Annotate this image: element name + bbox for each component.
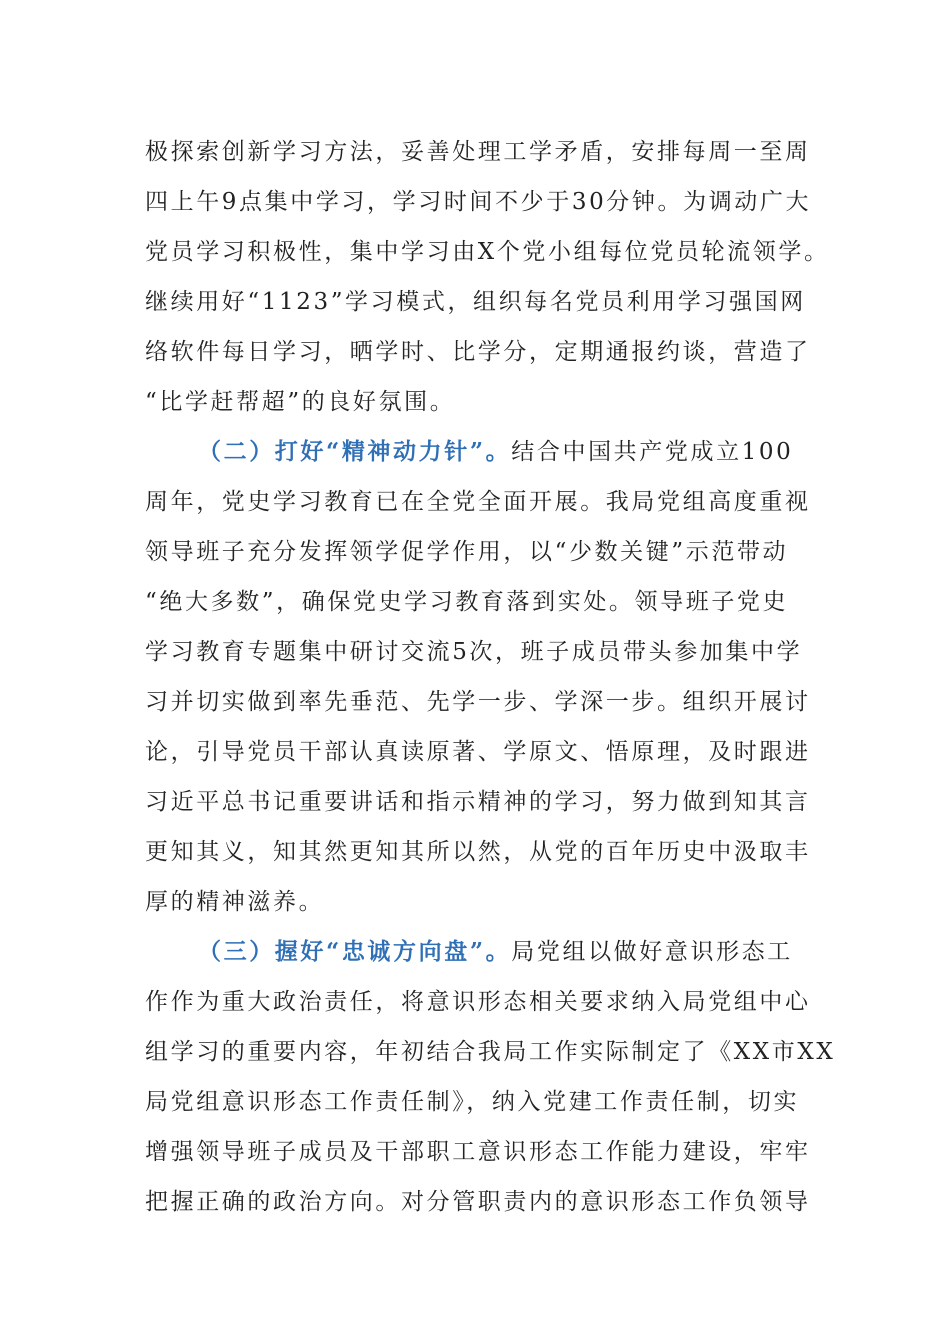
paragraph2-line-7: 习近平总书记重要讲话和指示精神的学习，努力做到知其言 [145, 789, 811, 815]
paragraph1-line-3: 党员学习积极性，集中学习由X个党小组每位党员轮流领学。 [145, 239, 830, 265]
paragraph2-line-1: 周年，党史学习教育已在全党全面开展。我局党组高度重视 [145, 489, 811, 515]
section-heading-2: （二）打好“精神动力针”。 [198, 438, 512, 465]
paragraph1-line-2: 四上午9点集中学习，学习时间不少于30分钟。为调动广大 [145, 189, 812, 215]
paragraph2-first-line-rest: 结合中国共产党成立100 [511, 439, 794, 465]
paragraph3-line-4: 增强领导班子成员及干部职工意识形态工作能力建设，牢牢 [145, 1139, 811, 1165]
paragraph3-line-2: 组学习的重要内容，年初结合我局工作实际制定了《XX市XX [145, 1039, 836, 1065]
paragraph3-line-3: 局党组意识形态工作责任制》，纳入党建工作责任制，切实 [145, 1089, 800, 1115]
paragraph1-line-1: 极探索创新学习方法，妥善处理工学矛盾，安排每周一至周 [145, 139, 811, 165]
paragraph2-line-8: 更知其义，知其然更知其所以然，从党的百年历史中汲取丰 [145, 839, 811, 865]
paragraph1-line-4: 继续用好“1123”学习模式，组织每名党员利用学习强国网 [145, 289, 806, 315]
paragraph3-line-5: 把握正确的政治方向。对分管职责内的意识形态工作负领导 [145, 1189, 811, 1215]
paragraph2-line-6: 论，引导党员干部认真读原著、学原文、悟原理，及时跟进 [145, 739, 811, 765]
paragraph2-line-9: 厚的精神滋养。 [145, 889, 325, 915]
paragraph2-line-5: 习并切实做到率先垂范、先学一步、学深一步。组织开展讨 [145, 689, 811, 715]
paragraph2-line-3: “绝大多数”，确保党史学习教育落到实处。领导班子党史 [145, 589, 789, 615]
paragraph2-first-line [198, 437, 793, 467]
paragraph3-first-line [198, 937, 793, 967]
paragraph2-line-4: 学习教育专题集中研讨交流5次，班子成员带头参加集中学 [145, 639, 803, 665]
paragraph1-line-6: “比学赶帮超”的良好氛围。 [145, 389, 456, 415]
paragraph3-line-1: 作作为重大政治责任，将意识形态相关要求纳入局党组中心 [145, 989, 811, 1015]
paragraph3-first-line-rest: 局党组以做好意识形态工 [511, 939, 793, 965]
paragraph1-line-5: 络软件每日学习，晒学时、比学分，定期通报约谈，营造了 [145, 339, 811, 365]
section-heading-3: （三）握好“忠诚方向盘”。 [198, 938, 512, 965]
paragraph2-line-2: 领导班子充分发挥领学促学作用，以“少数关键”示范带动 [145, 539, 789, 565]
